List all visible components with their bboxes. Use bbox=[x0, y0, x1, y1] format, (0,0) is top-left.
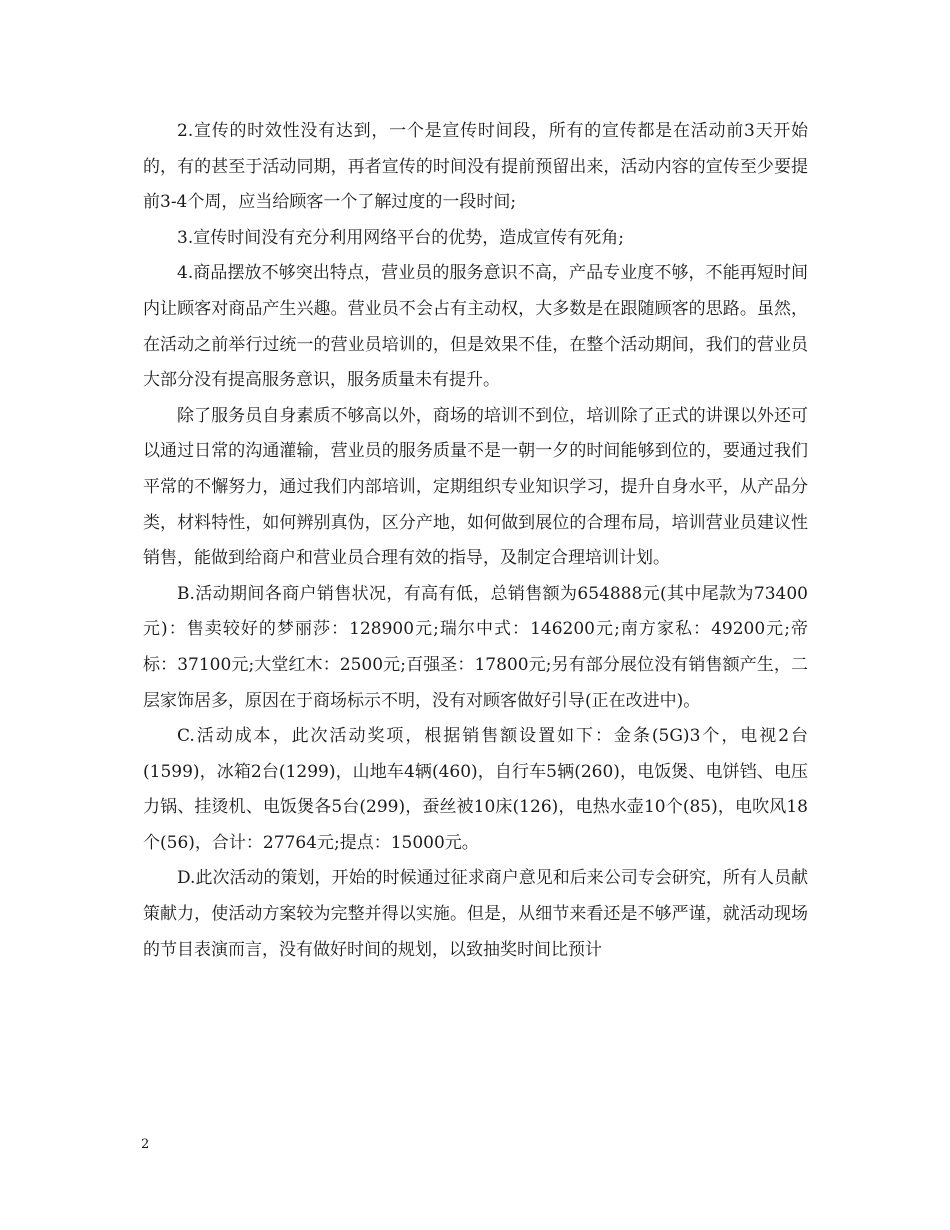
document-body bbox=[143, 114, 808, 968]
paragraph-product-display: 4.商品摆放不够突出特点，营业员的服务意识不高，产品专业度不够，不能再短时间内让顾客对商品产生兴趣。营业员不会占有主动权，大多数是在跟随顾客的思路。虽然，在活动之前举行过统一的营业员培训的，但是效果不佳，在整个活动期间，我们的营业员大部分没有提高服务意识，服务质量未有提升。 bbox=[143, 263, 808, 391]
paragraph-staff-training: 除了服务员自身素质不够高以外，商场的培训不到位，培训除了正式的讲课以外还可以通过日常的沟通灌输，营业员的服务质量不是一朝一夕的时间能够到位的，要通过我们平常的不懈努力，通过我们内部培训，定期组织专业知识学习，提升自身水平，从产品分类，材料特性，如何辨别真伪，区分产地，如何做到展位的合理布局，培训营业员建议性销售，能做到给商户和营业员合理有效的指导，及制定合理培训计划。 bbox=[143, 405, 808, 569]
paragraph-activity-planning: D.此次活动的策划，开始的时候通过征求商户意见和后来公司专会研究，所有人员献策献力，使活动方案较为完整并得以实施。但是，从细节来看还是不够严谨，就活动现场的节目表演而言，没有做好时间的规划，以致抽奖时间比预计 bbox=[143, 868, 808, 960]
paragraph-network-platform: 3.宣传时间没有充分利用网络平台的优势，造成宣传有死角; bbox=[177, 227, 624, 248]
paragraph-publicity-timeliness: 2.宣传的时效性没有达到，一个是宣传时间段，所有的宣传都是在活动前3天开始的，有的甚至于活动同期，再者宣传的时间没有提前预留出来，活动内容的宣传至少要提前3-4个周，应当给顾客一个了解过度的一段时间; bbox=[143, 121, 808, 213]
paragraph-activity-cost: C.活动成本，此次活动奖项，根据销售额设置如下：金条(5G)3个，电视2台(1599)，冰箱2台(1299)，山地车4辆(460)，自行车5辆(260)，电饭煲、电饼铛、电压力锅、挂烫机、电饭煲各5台(299)，蚕丝被10床(126)，电热水壶10个(85)，电吹风18个(56)，合计：27764元;提点：15000元。 bbox=[143, 726, 808, 853]
paragraph-sales-status: B.活动期间各商户销售状况，有高有低，总销售额为654888元(其中尾款为73400元)：售卖较好的梦丽莎：128900元;瑞尔中式：146200元;南方家私：49200元;帝标：37100元;大堂红木：2500元;百强圣：17800元;另有部分展位没有销售额产生，二层家饰居多，原因在于商场标示不明，没有对顾客做好引导(正在改进中)。 bbox=[143, 583, 808, 711]
page-number: 2 bbox=[141, 1137, 150, 1152]
